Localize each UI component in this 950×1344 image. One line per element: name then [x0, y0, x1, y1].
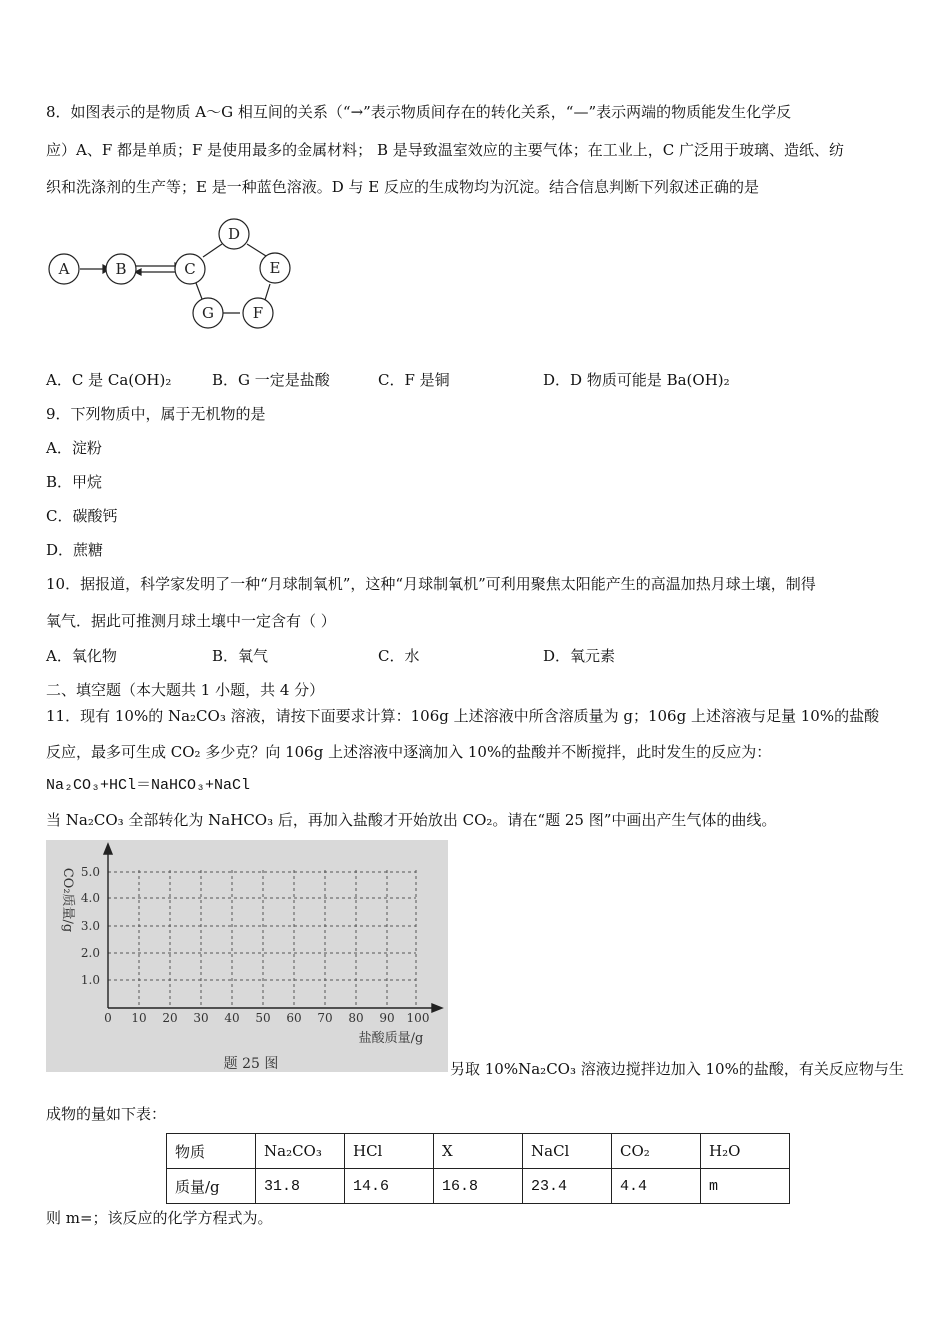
table-cell: HCl [345, 1134, 434, 1169]
x-tick-50: 50 [255, 1011, 271, 1025]
x-tick-0: 0 [104, 1011, 112, 1025]
q11-grid-svg [46, 840, 448, 1072]
q11-stem-line1: 11．现有 10%的 Na₂CO₃ 溶液，请按下面要求计算：106g 上述溶液中所含溶质量为 g；106g 上述溶液与足量 10%的盐酸 [46, 707, 880, 725]
x-tick-90: 90 [379, 1011, 395, 1025]
x-tick-10: 10 [131, 1011, 147, 1025]
q10-option-b[interactable]: B．氧气 [212, 647, 269, 665]
node-label-b: B [115, 260, 127, 278]
x-tick-80: 80 [348, 1011, 364, 1025]
x-tick-60: 60 [286, 1011, 302, 1025]
table-row [167, 1169, 790, 1204]
node-label-f: F [252, 304, 264, 322]
node-label-g: G [202, 304, 214, 322]
y-tick-3: 3.0 [80, 919, 100, 933]
x-tick-40: 40 [224, 1011, 240, 1025]
q8-stem-line2: 应）A、F 都是单质；F 是使用最多的金属材料； B 是导致温室效应的主要气体；在工业上，C 广泛用于玻璃、造纸、纺 [46, 141, 844, 159]
q10-stem-line2: 氧气．据此可推测月球土壤中一定含有（ ） [46, 612, 336, 630]
q11-after-image-text: 另取 10%Na₂CO₃ 溶液边搅拌边加入 10%的盐酸，有关反应物与生 [450, 1060, 904, 1078]
table-cell: CO₂ [612, 1134, 701, 1169]
node-label-a: A [58, 260, 70, 278]
q9-option-c[interactable]: C．碳酸钙 [46, 507, 118, 525]
table-cell: 31.8 [256, 1169, 345, 1204]
q8-option-d[interactable]: D．D 物质可能是 Ba(OH)₂ [543, 371, 730, 389]
x-tick-100: 100 [406, 1011, 430, 1025]
q8-stem-line1: 8．如图表示的是物质 A～G 相互间的关系（“→”表示物质间存在的转化关系，“—”表示两端的物质能发生化学反 [46, 103, 792, 121]
table-cell: 14.6 [345, 1169, 434, 1204]
table-cell: Na₂CO₃ [256, 1134, 345, 1169]
q11-stem-line6: 成物的量如下表： [46, 1105, 167, 1123]
q8-stem-line3: 织和洗涤剂的生产等；E 是一种蓝色溶液。D 与 E 反应的生成物均为沉淀。结合信息判断下列叙述正确的是 [46, 178, 760, 196]
node-label-e: E [269, 259, 281, 277]
q9-option-b[interactable]: B．甲烷 [46, 473, 103, 491]
q10-option-a[interactable]: A．氧化物 [46, 647, 117, 665]
node-label-d: D [227, 225, 241, 243]
node-label-c: C [184, 260, 196, 278]
table-cell: 4.4 [612, 1169, 701, 1204]
x-tick-20: 20 [162, 1011, 178, 1025]
table-cell: m [701, 1169, 790, 1204]
q11-final-line: 则 m=；该反应的化学方程式为。 [46, 1209, 273, 1227]
table-cell: H₂O [701, 1134, 790, 1169]
q9-option-a[interactable]: A．淀粉 [46, 439, 102, 457]
x-tick-30: 30 [193, 1011, 209, 1025]
q11-equation: Na₂CO₃+HCl＝NaHCO₃+NaCl [46, 777, 251, 794]
table-cell: 质量/g [167, 1169, 256, 1204]
table-cell: NaCl [523, 1134, 612, 1169]
q11-stem-line2: 反应，最多可生成 CO₂ 多少克？向 106g 上述溶液中逐滴加入 10%的盐酸并不断搅拌，此时发生的反应为： [46, 743, 772, 761]
q10-option-d[interactable]: D．氧元素 [543, 647, 616, 665]
table-cell: 16.8 [434, 1169, 523, 1204]
y-tick-4: 4.0 [80, 891, 100, 905]
section-heading: 二、填空题（本大题共 1 小题，共 4 分） [46, 681, 325, 699]
y-axis-label: CO₂质量/g [60, 867, 75, 933]
q10-option-c[interactable]: C．水 [378, 647, 420, 665]
y-tick-5: 5.0 [80, 865, 100, 879]
table-cell: 物质 [167, 1134, 256, 1169]
table-cell: 23.4 [523, 1169, 612, 1204]
q11-stem-line4: 当 Na₂CO₃ 全部转化为 NaHCO₃ 后，再加入盐酸才开始放出 CO₂。请在“题 25 图”中画出产生气体的曲线。 [46, 811, 777, 829]
q8-option-a[interactable]: A．C 是 Ca(OH)₂ [46, 371, 172, 389]
y-tick-1: 1.0 [80, 973, 100, 987]
q8-option-c[interactable]: C．F 是铜 [378, 371, 450, 389]
x-tick-70: 70 [317, 1011, 333, 1025]
q9-stem: 9．下列物质中，属于无机物的是 [46, 405, 266, 423]
q9-option-d[interactable]: D．蔗糖 [46, 541, 104, 559]
figure-caption: 题 25 图 [223, 1056, 279, 1072]
q8-relation-diagram [40, 216, 310, 336]
q8-option-b[interactable]: B．G 一定是盐酸 [212, 371, 330, 389]
q11-data-table [166, 1133, 790, 1204]
y-tick-2: 2.0 [80, 946, 100, 960]
q10-stem-line1: 10．据报道，科学家发明了一种“月球制氧机”，这种“月球制氧机”可利用聚焦太阳能产生的高温加热月球土壤，制得 [46, 575, 816, 593]
table-cell: X [434, 1134, 523, 1169]
x-axis-label: 盐酸质量/g [358, 1031, 424, 1046]
table-row [167, 1134, 790, 1169]
q11-grid-figure [46, 840, 448, 1072]
